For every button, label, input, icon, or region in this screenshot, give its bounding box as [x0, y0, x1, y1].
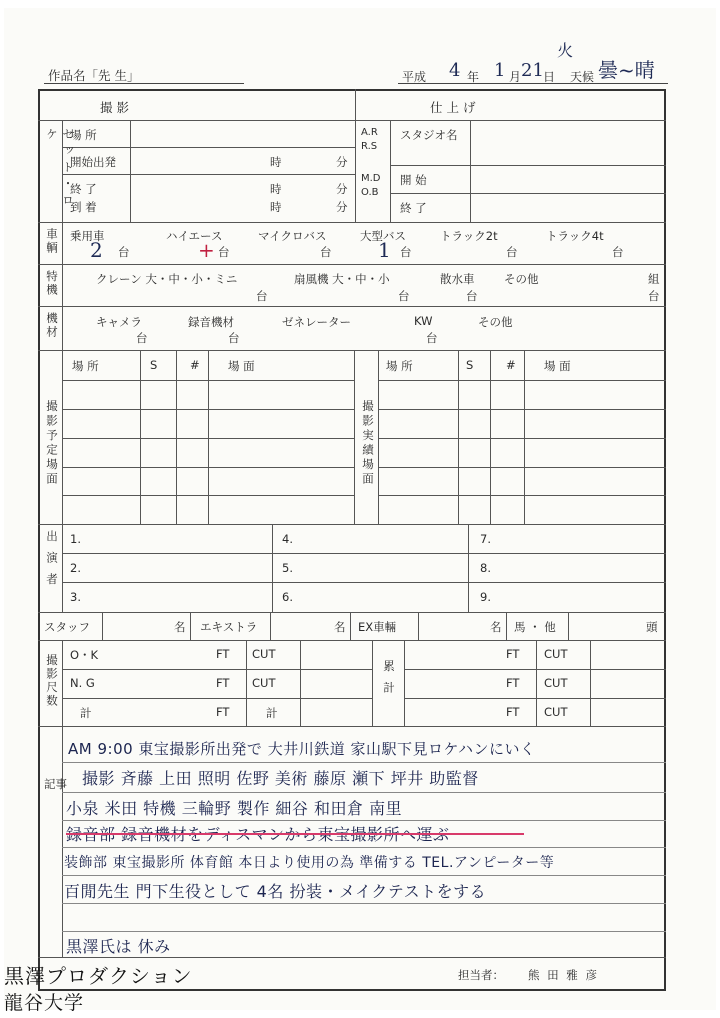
cast-label: 出演者 — [45, 530, 59, 595]
extra-label: エキストラ — [200, 620, 258, 634]
bus-count: 1 — [378, 238, 391, 262]
footage-label: 撮影尺数 — [45, 654, 59, 708]
finish-start-label: 開 始 — [400, 173, 427, 187]
weekday-value: 火 — [557, 41, 574, 60]
cumulative-label: 累計 — [382, 660, 396, 703]
vehicles-label: 車輌 — [45, 228, 59, 255]
planned-scenes-label: 撮影予定場面 — [45, 400, 59, 487]
end-label: 終 了 — [70, 182, 97, 196]
person-label: 担当者： — [458, 968, 504, 982]
horse-other-label: 馬 ・ 他 — [514, 620, 556, 634]
month-value: 1 — [494, 60, 506, 81]
place-label: 場 所 — [70, 128, 97, 142]
arrive-label: 到 着 — [70, 200, 97, 214]
equipment-label: 機材 — [45, 312, 59, 339]
weather-value: 曇~晴 — [598, 58, 655, 82]
watermark-production: 黒澤プロダクション — [4, 964, 193, 988]
start-label: 開始出発 — [70, 155, 116, 169]
note-line-1: AM 9:00 東宝撮影所出発で 大井川鉄道 家山駅下見ロケハンにいく — [68, 740, 536, 758]
staff-label: スタッフ — [44, 620, 90, 634]
shoot-header: 撮 影 — [100, 100, 129, 115]
note-line-7: 黒澤氏は 休み — [66, 937, 171, 956]
year-value: 4 — [449, 60, 461, 81]
studio-label: スタジオ名 — [400, 128, 458, 142]
notes-label-1: 記事 — [44, 777, 67, 791]
work-title-label: 作品名「先 生」 — [48, 68, 140, 83]
era-label: 平成 — [402, 70, 427, 84]
ex-car-label: EX車輛 — [358, 620, 397, 634]
weather-label: 天候 — [570, 70, 595, 84]
hiace-count: + — [198, 238, 215, 262]
watermark-university: 龍谷大学 — [4, 992, 85, 1014]
note-line-3: 小泉 米田 特機 三輪野 製作 細谷 和田倉 南里 — [66, 799, 403, 818]
day-value: 21 — [521, 60, 544, 81]
set-loc-label: セット・ロケ — [45, 128, 75, 211]
machines-label: 特機 — [45, 270, 59, 297]
note-line-4: 録音部 録音機材をディスマンから東宝撮影所へ運ぶ — [66, 825, 450, 844]
note-line-5: 装飾部 東宝撮影所 体育館 本日より使用の為 準備する TEL.アンピーター等 — [64, 855, 555, 871]
person-name: 熊 田 雅 彦 — [528, 968, 599, 982]
finish-header: 仕 上 げ — [430, 100, 476, 115]
note-line-2: 撮影 斉藤 上田 照明 佐野 美術 藤原 瀬下 坪井 助監督 — [82, 769, 479, 788]
strikethrough-mark — [66, 833, 524, 835]
finish-end-label: 終 了 — [400, 201, 427, 215]
actual-scenes-label: 撮影実績場面 — [361, 400, 375, 487]
car-count: 2 — [90, 238, 103, 262]
note-line-6: 百閒先生 門下生役として 4名 扮装・メイクテストをする — [64, 882, 487, 901]
